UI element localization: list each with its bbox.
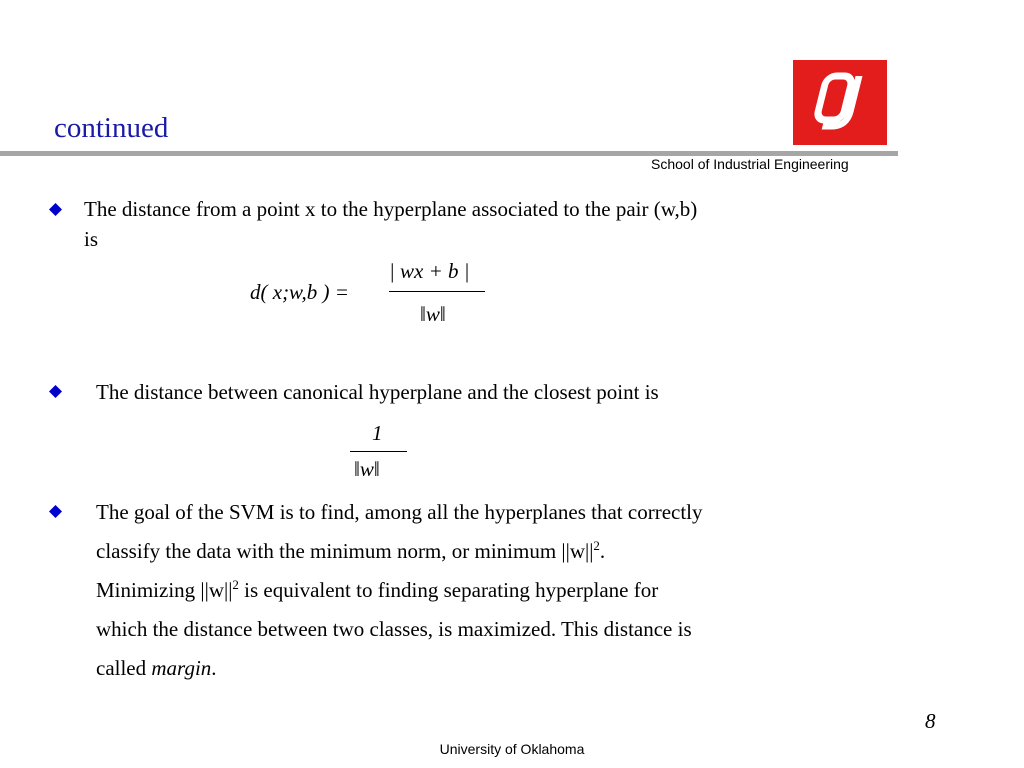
margin-formula-numerator: 1 [372, 421, 383, 445]
school-name: School of Industrial Engineering [651, 156, 849, 172]
slide-title: continued [54, 112, 169, 144]
bullet-1-line-1: The distance from a point x to the hyperplane associated to the pair (w,b) [84, 197, 698, 221]
bullet-3-line-1: The goal of the SVM is to find, among all the hyperplanes that correctly [96, 500, 703, 524]
bullet-3-line-5: called margin. [96, 656, 217, 680]
distance-formula-denominator: ‖w‖ [420, 302, 446, 326]
diamond-bullet-icon [49, 385, 62, 398]
bullet-1-line-2: is [84, 227, 99, 251]
margin-term: margin [151, 656, 212, 680]
bullet-2-line-1: The distance between canonical hyperplane and the closest point is [96, 380, 659, 404]
page-number: 8 [925, 709, 936, 733]
diamond-bullet-icon [49, 203, 62, 216]
margin-formula-fraction-bar [350, 451, 407, 452]
margin-formula-denominator: ‖w‖ [354, 457, 380, 481]
bullet-3-line-3: Minimizing $||w||^2$ is equivalent to finding separating hyperplane for [96, 577, 659, 602]
bullet-3-text [96, 493, 703, 688]
distance-formula-lhs: d( x;w,b ) = [250, 280, 349, 304]
bullet-3-line-2: classify the data with the minimum norm, or minimum $||w||^2$. [96, 538, 606, 563]
distance-formula-fraction-bar [389, 291, 485, 292]
diamond-bullet-icon [49, 505, 62, 518]
distance-formula-numerator: | wx + b | [389, 259, 470, 283]
bullet-3-line-4: which the distance between two classes, is maximized. This distance is [96, 617, 692, 641]
university-logo [793, 60, 887, 145]
footer-university: University of Oklahoma [439, 741, 585, 757]
